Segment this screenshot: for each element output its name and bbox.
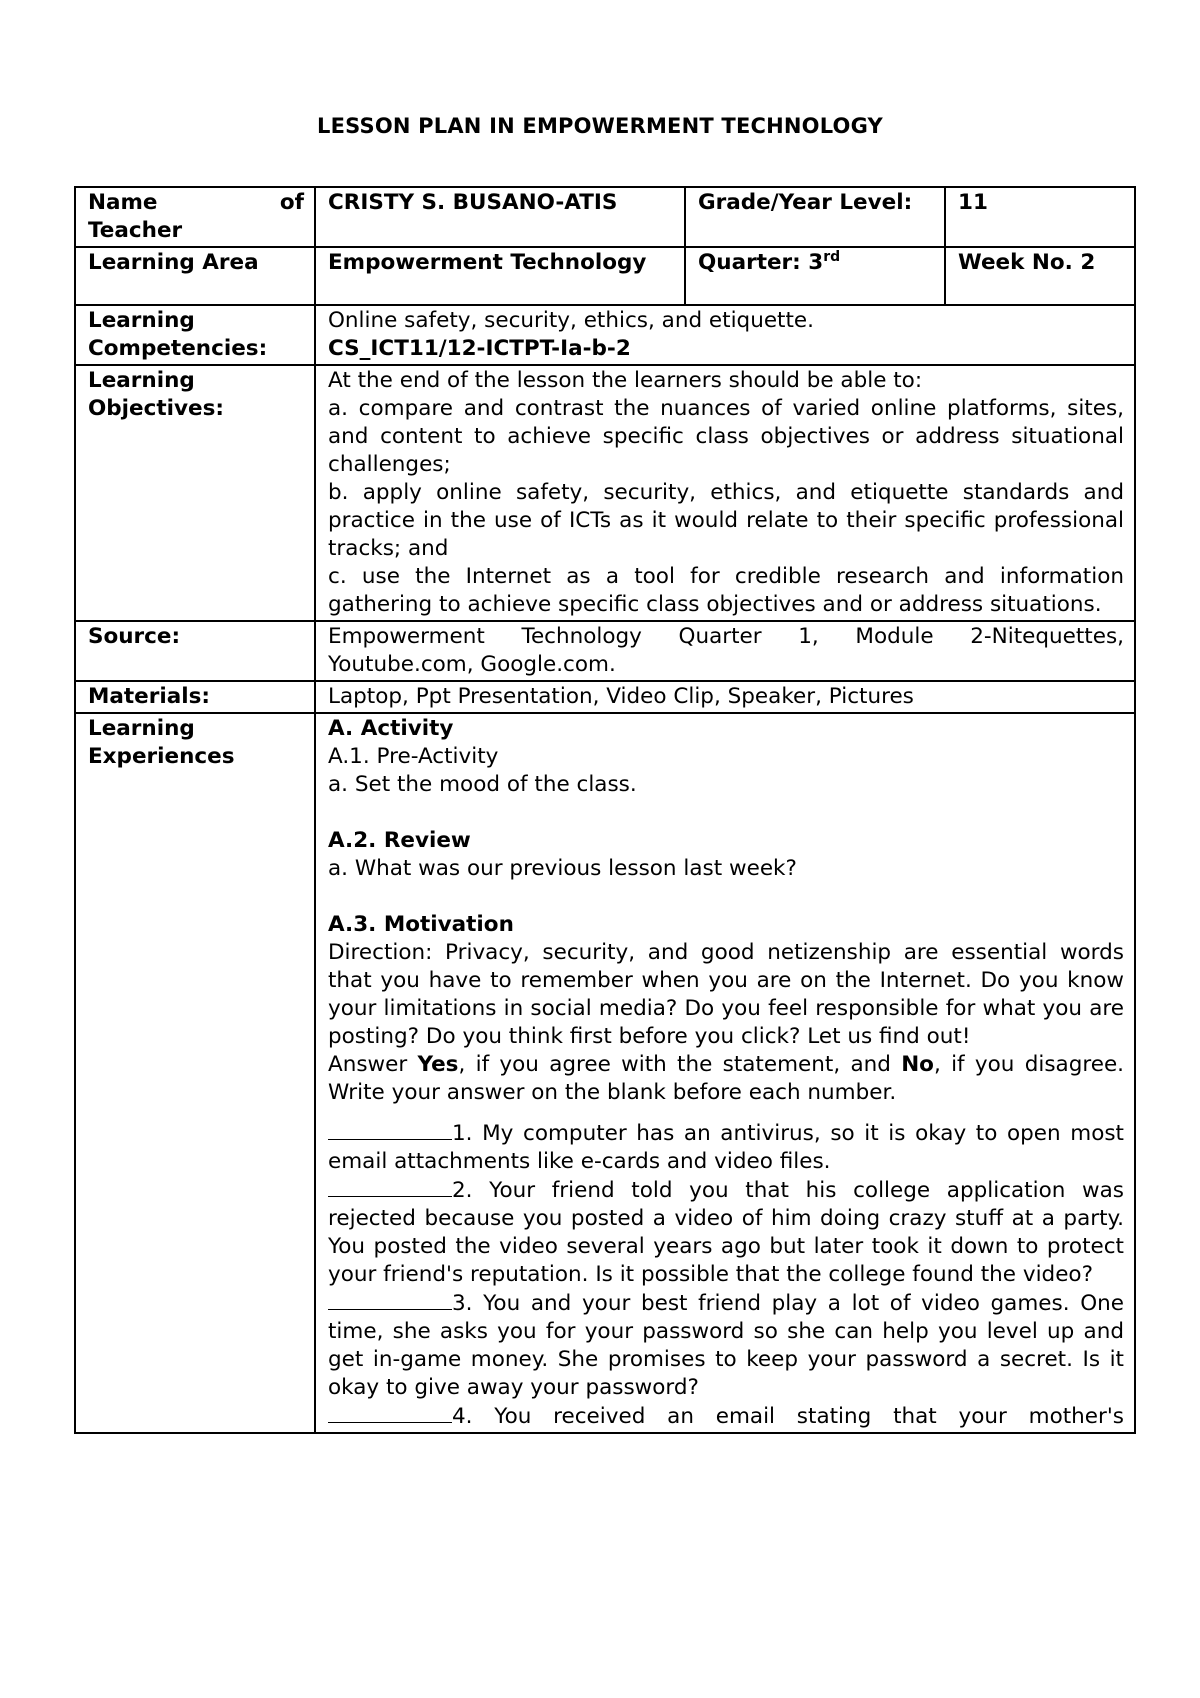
- grade-level-value: 11: [945, 187, 1135, 247]
- pre-activity-heading: A.1. Pre-Activity: [328, 744, 499, 769]
- objective-c: c. use the Internet as a tool for credible research and information gathering to achieve specific class objectives and or address situations.: [328, 564, 1124, 617]
- activity-heading: A. Activity: [328, 716, 454, 741]
- question-4: 4. You received an email stating that your mother's: [328, 1402, 1124, 1431]
- review-heading: A.2. Review: [328, 828, 471, 853]
- name-of-teacher-label: Name of Teacher: [75, 187, 315, 247]
- experiences-label: Learning Experiences: [75, 713, 315, 1433]
- question-3: 3. You and your best friend play a lot of video games. One time, she asks you for your password so she can help you level up and get in-game money. She promises to keep your password a secret. Is it okay to give away your password?: [328, 1291, 1124, 1400]
- table-row-objectives: [75, 365, 1135, 621]
- objective-a: a. compare and contrast the nuances of varied online platforms, sites, and content to achieve specific class objectives or address situational challenges;: [328, 396, 1124, 477]
- quarter-label: Quarter: 3rd: [685, 247, 945, 305]
- table-row-competencies: [75, 305, 1135, 365]
- competencies-text: Online safety, security, ethics, and etiquette.: [328, 308, 814, 333]
- learning-area-label: Learning Area: [75, 247, 315, 305]
- table-row-materials: [75, 681, 1135, 713]
- table-row-experiences: [75, 713, 1135, 1433]
- materials-text: Laptop, Ppt Presentation, Video Clip, Speaker, Pictures: [315, 681, 1135, 713]
- question-1: 1. My computer has an antivirus, so it is okay to open most email attachments like e-cards and video files.: [328, 1121, 1124, 1174]
- experiences-content: [315, 713, 1135, 1433]
- objectives-content: [315, 365, 1135, 621]
- objective-b: b. apply online safety, security, ethics, and etiquette standards and practice in the use of ICTs as it would relate to their specific professional tracks; and: [328, 480, 1124, 561]
- materials-label: Materials:: [75, 681, 315, 713]
- answer-blank[interactable]: [328, 1119, 452, 1140]
- answer-blank[interactable]: [328, 1402, 452, 1423]
- competency-code: CS_ICT11/12-ICTPT-Ia-b-2: [328, 336, 631, 361]
- motivation-heading: A.3. Motivation: [328, 912, 514, 937]
- learning-area-value: Empowerment Technology: [315, 247, 685, 305]
- answer-instructions: Answer Yes, if you agree with the statement, and No, if you disagree. Write your answer on the blank before each number.: [328, 1052, 1125, 1105]
- objectives-label: Learning Objectives:: [75, 365, 315, 621]
- answer-blank[interactable]: [328, 1176, 452, 1197]
- competencies-label: Learning Competencies:: [75, 305, 315, 365]
- question-2: 2. Your friend told you that his college application was rejected because you posted a video of him doing crazy stuff at a party. You posted the video several years ago but later took it down to protect your friend's reputation. Is it possible that the college found the video?: [328, 1178, 1124, 1287]
- review-item: a. What was our previous lesson last week?: [328, 856, 797, 881]
- table-row-teacher: [75, 187, 1135, 247]
- answer-blank[interactable]: [328, 1289, 452, 1310]
- motivation-direction: Direction: Privacy, security, and good netizenship are essential words that you have to remember when you are on the Internet. Do you know your limitations in social media? Do you feel responsible for what you are posting? Do you think first before you click? Let us find out!: [328, 940, 1124, 1049]
- grade-level-label: Grade/Year Level:: [685, 187, 945, 247]
- source-label: Source:: [75, 621, 315, 681]
- competencies-content: [315, 305, 1135, 365]
- week-number: Week No. 2: [945, 247, 1135, 305]
- objectives-intro: At the end of the lesson the learners should be able to:: [328, 368, 923, 393]
- table-row-source: [75, 621, 1135, 681]
- teacher-name: CRISTY S. BUSANO-ATIS: [315, 187, 685, 247]
- document-title: LESSON PLAN IN EMPOWERMENT TECHNOLOGY: [317, 114, 883, 138]
- pre-activity-item: a. Set the mood of the class.: [328, 772, 637, 797]
- lesson-plan-table: [74, 186, 1136, 1434]
- source-text: Empowerment Technology Quarter 1, Module 2-Nitequettes, Youtube.com, Google.com.: [315, 621, 1135, 681]
- table-row-area: [75, 247, 1135, 305]
